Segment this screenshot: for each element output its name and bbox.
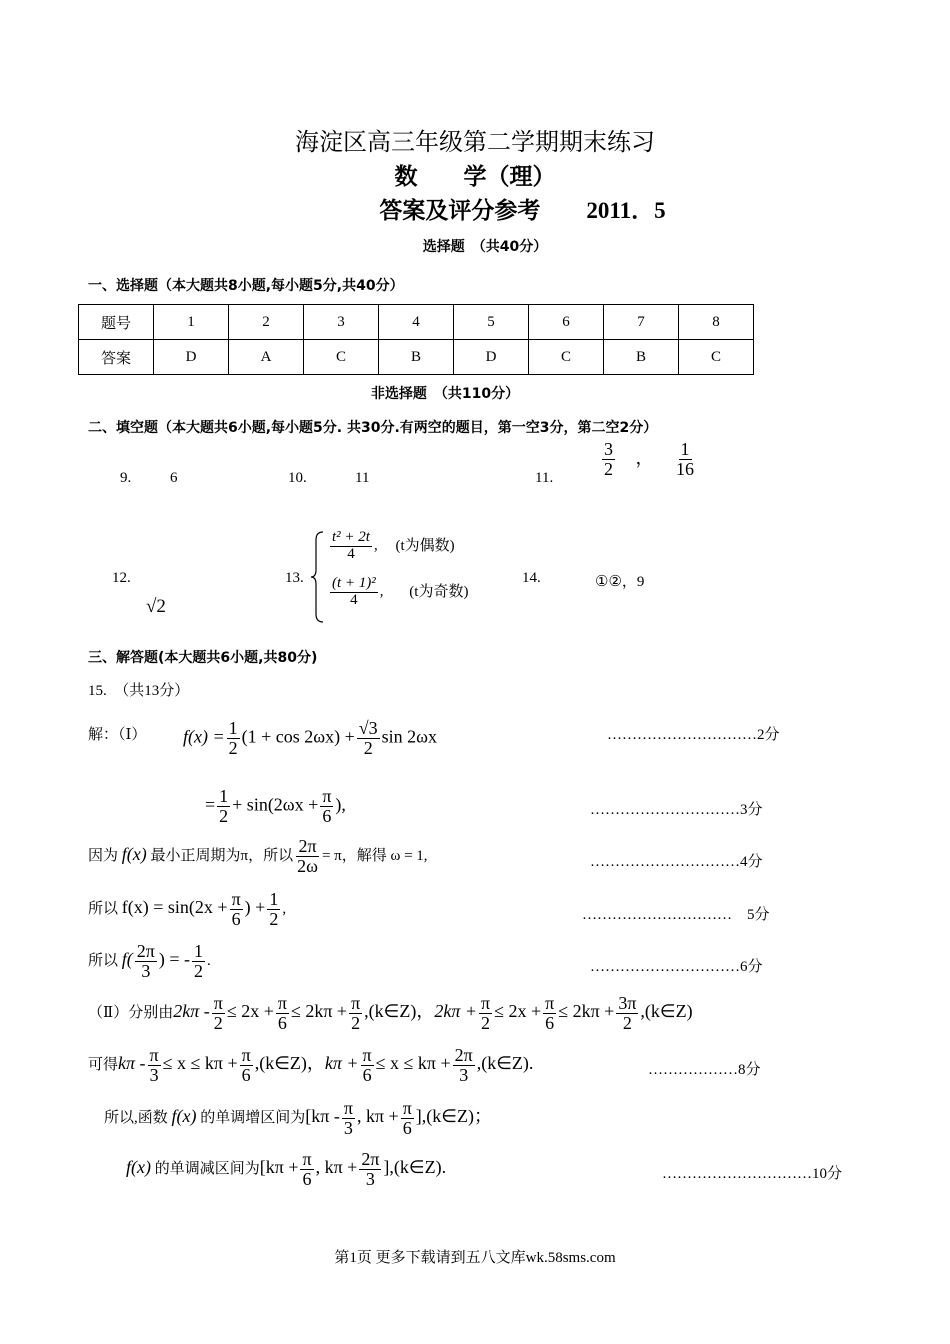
solution-line-1: [183, 719, 437, 758]
fraction-numerator: 2π: [298, 836, 317, 856]
q13-case2-condition: (t为奇数): [409, 583, 469, 600]
fraction-numerator: π: [277, 993, 287, 1013]
fraction-numerator: π: [231, 889, 241, 909]
solution-label: 解：（Ⅰ）: [88, 727, 147, 743]
math-text: , kπ +: [356, 1105, 399, 1126]
fraction-numerator: π: [149, 1045, 159, 1065]
math-text: ,(k∈Z)，: [364, 1000, 435, 1021]
math-text: f(x) = sin(2x +: [121, 896, 228, 917]
fraction-numerator: π: [213, 993, 223, 1013]
fraction-numerator: 2π: [136, 941, 155, 961]
score-10: …………………………10分: [662, 1166, 843, 1182]
choice-section-label: 选择题 （共40分）: [422, 239, 548, 255]
table-cell: 7: [604, 305, 679, 340]
fraction-numerator: π: [480, 993, 491, 1013]
fraction-denominator: 16: [676, 458, 694, 479]
math-text: sin 2ωx: [381, 726, 438, 747]
fraction-numerator: 2π: [361, 1149, 380, 1169]
solution-line-3: [88, 837, 428, 876]
math-text: =: [205, 794, 216, 815]
q13-case1-condition: (t为偶数): [395, 537, 455, 554]
table-cell: D: [454, 340, 529, 375]
q10-answer: 11: [355, 470, 370, 486]
table-cell: 3: [304, 305, 379, 340]
fraction-denominator: 2: [228, 737, 238, 758]
fraction-numerator: π: [343, 1098, 353, 1118]
q13-case2: [328, 576, 468, 609]
math-text: (1 + cos 2ωx) +: [241, 726, 355, 747]
math-text: [kπ -: [305, 1105, 340, 1126]
fraction-numerator: 2π: [454, 1045, 473, 1065]
table-cell: C: [304, 340, 379, 375]
part3-heading: 三、解答题(本大题共6小题,共80分): [88, 650, 318, 666]
fraction-numerator: 1: [194, 941, 203, 961]
table-cell: C: [529, 340, 604, 375]
solution-line-9: [126, 1150, 446, 1189]
table-cell: C: [679, 340, 754, 375]
q9-number: 9.: [120, 470, 132, 486]
math-text: ≤ 2x +: [226, 1000, 274, 1021]
fraction-numerator: √3: [358, 718, 378, 738]
math-text: 所以: [88, 900, 119, 917]
fraction-numerator: 1: [219, 786, 229, 806]
score-2: …………………………2分: [607, 727, 780, 743]
comma: ,: [379, 583, 384, 600]
fraction-numerator: t² + 2t: [332, 529, 370, 545]
fraction-numerator: π: [322, 786, 332, 806]
fraction-numerator: 1: [228, 718, 238, 738]
q12-answer: √2: [146, 596, 166, 617]
fraction-denominator: 3: [343, 1117, 353, 1138]
score-5: ………………………… 5分: [582, 907, 770, 923]
math-text: ],(k∈Z)；: [415, 1105, 492, 1126]
solution-line-5: [88, 942, 211, 981]
doc-title: 海淀区高三年级第二学期期末练习: [295, 130, 655, 156]
fraction-numerator: (t + 1)²: [332, 575, 376, 591]
fraction-denominator: 2: [604, 458, 613, 479]
fraction-denominator: 6: [322, 805, 332, 826]
fraction-numerator: 1: [269, 889, 279, 909]
fraction-denominator: 2: [481, 1012, 491, 1033]
fraction-denominator: 6: [302, 1168, 312, 1189]
q14-answer: ①②，9: [595, 574, 645, 590]
math-text: f(x): [171, 1105, 197, 1126]
q9-answer: 6: [170, 470, 178, 486]
part2-heading: 二、填空题（本大题共6小题,每小题5分. 共30分.有两空的题目，第一空3分，第二空2分）: [88, 420, 658, 436]
math-text: ≤ x ≤ kπ +: [162, 1052, 238, 1073]
fraction-denominator: 2: [351, 1012, 361, 1033]
q14-number: 14.: [522, 570, 541, 586]
math-text: ≤ 2kπ +: [290, 1000, 348, 1021]
fraction-numerator: π: [362, 1045, 372, 1065]
math-text: 因为: [88, 847, 119, 864]
math-text: kπ +: [324, 1052, 359, 1073]
math-text: ),: [335, 794, 346, 815]
solution-line-7: [88, 1046, 533, 1085]
fraction-denominator: 6: [402, 1117, 412, 1138]
math-text: 的单调增区间为: [200, 1109, 306, 1126]
nonchoice-section-label: 非选择题 （共110分）: [370, 386, 520, 402]
score-4: …………………………4分: [590, 854, 763, 870]
table-cell: B: [604, 340, 679, 375]
math-text: = π，解得 ω = 1,: [321, 847, 428, 864]
table-cell: D: [154, 340, 229, 375]
q11-answer: [600, 440, 698, 479]
score-3: …………………………3分: [590, 802, 763, 818]
math-text: ≤ 2x +: [494, 1000, 542, 1021]
fraction-numerator: π: [351, 993, 361, 1013]
fraction-denominator: 6: [545, 1012, 555, 1033]
page-footer: 第1页 更多下载请到五八文库wk.58sms.com: [334, 1250, 616, 1266]
math-text: 2kπ -: [173, 1000, 210, 1021]
score-8: ………………8分: [648, 1062, 761, 1078]
table-cell: 6: [529, 305, 604, 340]
doc-subject: 数 学（理）: [394, 164, 556, 189]
solution-line-2: [205, 787, 346, 826]
table-row: [79, 340, 754, 375]
fraction-denominator: 3: [459, 1064, 469, 1085]
math-text: , kπ +: [315, 1156, 358, 1177]
doc-subtitle: 答案及评分参考 2011．5: [379, 198, 666, 223]
math-text: 2kπ +: [434, 1000, 477, 1021]
math-text: kπ -: [118, 1052, 146, 1073]
brace-icon: [310, 530, 326, 624]
table-cell: B: [379, 340, 454, 375]
math-text: ) +: [244, 896, 266, 917]
math-text: ,(k∈Z)，: [254, 1052, 325, 1073]
math-text: 最小正周期为π，所以: [150, 847, 294, 864]
fraction-numerator: π: [545, 993, 555, 1013]
math-text: 所以,函数: [104, 1109, 168, 1126]
math-text: ,(k∈Z).: [476, 1052, 534, 1073]
math-text: ],(k∈Z).: [383, 1156, 447, 1177]
part1-heading: 一、选择题（本大题共8小题,每小题5分,共40分）: [88, 278, 404, 294]
fraction-denominator: 6: [231, 908, 241, 929]
fraction-denominator: 3: [141, 960, 151, 981]
table-cell: A: [229, 340, 304, 375]
separator: ，: [635, 447, 654, 468]
table-cell: 1: [154, 305, 229, 340]
math-text: f(: [121, 948, 133, 969]
fraction-numerator: 1: [680, 439, 690, 459]
q13-case1: [328, 530, 455, 563]
math-text: .: [207, 952, 211, 969]
table-cell: 2: [229, 305, 304, 340]
q11-number: 11.: [535, 470, 554, 486]
fraction-numerator: 3: [604, 439, 613, 459]
table-cell: 5: [454, 305, 529, 340]
fraction-denominator: 3: [365, 1168, 375, 1189]
math-text: f(x) =: [183, 726, 225, 747]
solution-line-6: [88, 994, 693, 1033]
fraction-numerator: π: [302, 1149, 312, 1169]
fraction-denominator: 2: [269, 908, 279, 929]
solution-line-4: [88, 890, 286, 929]
math-text: ,(k∈Z): [640, 1000, 693, 1021]
fraction-denominator: 2: [213, 1012, 223, 1033]
math-text: [kπ +: [259, 1156, 299, 1177]
q15-header: 15. （共13分）: [88, 683, 190, 699]
math-text: 的单调减区间为: [154, 1160, 260, 1177]
fraction-denominator: 6: [241, 1064, 251, 1085]
fraction-numerator: π: [241, 1045, 251, 1065]
answer-table: [78, 304, 754, 375]
math-text: 所以: [88, 952, 119, 969]
q12-number: 12.: [112, 570, 131, 586]
fraction-denominator: 2: [622, 1012, 632, 1033]
math-text: ,: [282, 900, 287, 917]
math-text: f(x): [126, 1156, 151, 1177]
fraction-denominator: 2: [219, 805, 229, 826]
math-text: 可得: [88, 1056, 119, 1073]
table-header-cell: 答案: [79, 340, 154, 375]
table-cell: 4: [379, 305, 454, 340]
q10-number: 10.: [288, 470, 307, 486]
math-text: + sin(2ωx +: [232, 794, 319, 815]
solution-line-8: [104, 1099, 492, 1138]
fraction-denominator: 4: [347, 545, 355, 562]
score-6: …………………………6分: [590, 959, 763, 975]
math-text: ≤ x ≤ kπ +: [375, 1052, 451, 1073]
math-text: f(x): [121, 843, 147, 864]
fraction-denominator: 4: [350, 591, 358, 608]
fraction-denominator: 2: [194, 960, 203, 981]
fraction-denominator: 6: [362, 1064, 372, 1085]
math-text: ) = -: [158, 948, 190, 969]
fraction-denominator: 6: [277, 1012, 287, 1033]
table-row: [79, 305, 754, 340]
fraction-denominator: 2ω: [297, 855, 318, 876]
math-text: ≤ 2kπ +: [558, 1000, 615, 1021]
fraction-numerator: 3π: [618, 993, 637, 1013]
q13-number: 13.: [285, 570, 304, 586]
table-cell: 8: [679, 305, 754, 340]
fraction-denominator: 2: [363, 737, 373, 758]
comma: ,: [373, 537, 378, 554]
math-text: （Ⅱ）分别由: [88, 1004, 174, 1021]
table-header-cell: 题号: [79, 305, 154, 340]
fraction-denominator: 3: [149, 1064, 159, 1085]
fraction-numerator: π: [402, 1098, 412, 1118]
